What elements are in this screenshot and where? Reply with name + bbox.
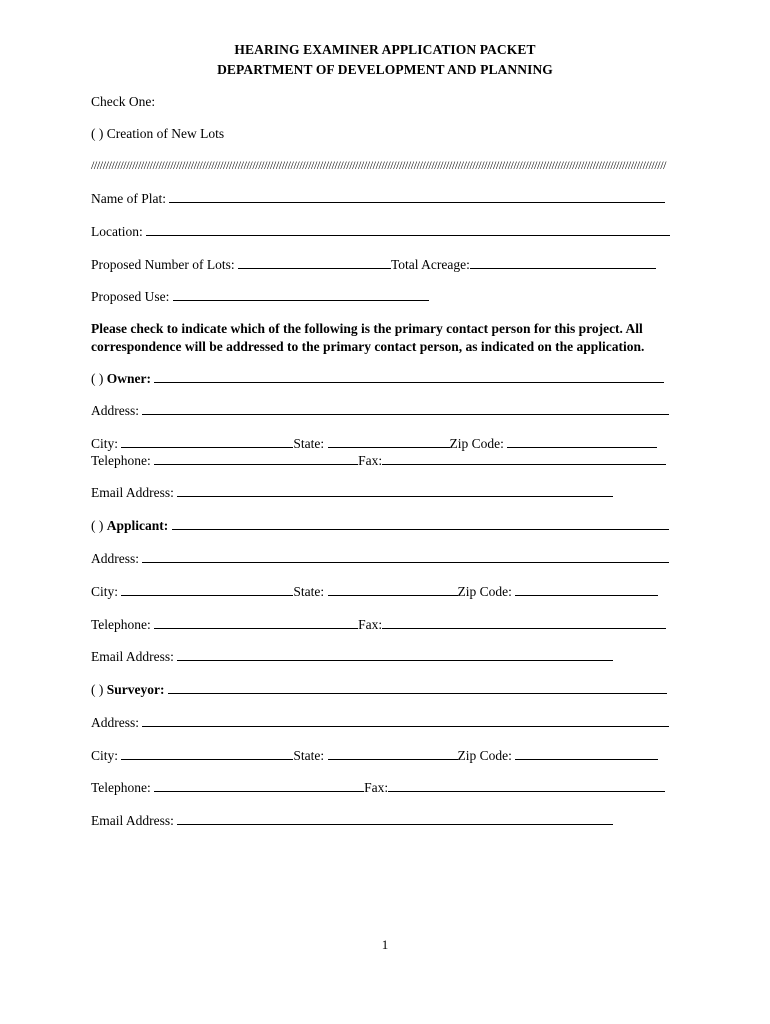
surveyor-address-field[interactable] [142,715,669,727]
owner-zip-field[interactable] [507,436,657,448]
owner-phone-row [91,453,666,469]
surveyor-field[interactable] [168,682,667,694]
owner-email-label: Email Address: [91,485,174,500]
surveyor-city-row [91,748,658,764]
instructions-paragraph: Please check to indicate which of the following is the primary contact person for this project. All correspondence will be addressed to the primary contact person, as indicated on the application. [91,321,645,354]
owner-fax-field[interactable] [382,453,666,465]
surveyor-email-row [91,813,613,829]
lots-label: Proposed Number of Lots: [91,257,235,272]
surveyor-zip-label: Zip Code: [457,748,512,763]
owner-telephone-field[interactable] [154,453,358,465]
owner-address-row [91,403,669,419]
surveyor-city-field[interactable] [121,748,293,760]
surveyor-fax-field[interactable] [388,780,665,792]
owner-fax-label: Fax: [358,453,383,468]
owner-zip-label: Zip Code: [449,436,504,451]
check-one-label: Check One: [91,94,156,109]
surveyor-label: Surveyor: [106,682,165,697]
owner-checkbox[interactable]: ( ) [91,371,104,386]
owner-label: Owner: [106,371,151,386]
surveyor-phone-row [91,780,665,796]
applicant-address-field[interactable] [142,551,669,563]
applicant-telephone-label: Telephone: [91,617,151,632]
applicant-city-row [91,584,658,600]
owner-state-label: State: [293,436,325,451]
applicant-field[interactable] [172,518,669,530]
owner-field[interactable] [154,371,664,383]
surveyor-checkbox[interactable]: ( ) [91,682,104,697]
owner-telephone-label: Telephone: [91,453,151,468]
applicant-address-label: Address: [91,551,139,566]
page-number: 1 [381,937,389,952]
proposed-use-row [91,289,429,305]
owner-email-field[interactable] [177,485,613,497]
applicant-city-field[interactable] [121,584,293,596]
applicant-checkbox[interactable]: ( ) [91,518,104,533]
applicant-fax-label: Fax: [358,617,383,632]
location-label: Location: [91,224,143,239]
owner-address-label: Address: [91,403,139,418]
creation-of-lots-option[interactable]: ( ) Creation of New Lots [91,126,225,141]
applicant-state-label: State: [293,584,325,599]
owner-address-field[interactable] [142,403,669,415]
applicant-email-label: Email Address: [91,649,174,664]
acreage-field[interactable] [470,257,656,269]
surveyor-address-row [91,715,669,731]
owner-email-row [91,485,613,501]
lots-field[interactable] [238,257,391,269]
surveyor-state-label: State: [293,748,325,763]
lots-acreage-row [91,257,656,273]
owner-city-field[interactable] [121,436,293,448]
owner-city-label: City: [91,436,119,451]
surveyor-address-label: Address: [91,715,139,730]
surveyor-telephone-field[interactable] [154,780,364,792]
applicant-city-label: City: [91,584,119,599]
plat-name-label: Name of Plat: [91,191,166,206]
applicant-telephone-field[interactable] [154,617,358,629]
applicant-state-field[interactable] [328,584,458,596]
surveyor-zip-field[interactable] [515,748,658,760]
applicant-row [91,518,669,534]
plat-name-row [91,191,665,207]
applicant-phone-row [91,617,666,633]
owner-state-field[interactable] [328,436,450,448]
separator-line: //////////////////////////////////////////////////////////////////////////////////////////////////////////////////////////////////////////////////////////////////////////////////////////////////// [91,158,667,172]
owner-city-row [91,436,657,452]
document-title: HEARING EXAMINER APPLICATION PACKET [234,42,536,57]
applicant-fax-field[interactable] [382,617,666,629]
proposed-use-field[interactable] [173,289,429,301]
applicant-email-row [91,649,613,665]
location-row [91,224,670,240]
surveyor-email-field[interactable] [177,813,613,825]
proposed-use-label: Proposed Use: [91,289,170,304]
document-subtitle: DEPARTMENT OF DEVELOPMENT AND PLANNING [217,62,553,77]
surveyor-city-label: City: [91,748,119,763]
acreage-label: Total Acreage: [390,257,470,272]
surveyor-telephone-label: Telephone: [91,780,151,795]
surveyor-row [91,682,667,698]
applicant-label: Applicant: [106,518,169,533]
plat-name-field[interactable] [169,191,665,203]
location-field[interactable] [146,224,670,236]
owner-row [91,371,664,387]
applicant-zip-label: Zip Code: [457,584,512,599]
applicant-email-field[interactable] [177,649,613,661]
applicant-zip-field[interactable] [515,584,658,596]
surveyor-fax-label: Fax: [364,780,389,795]
surveyor-state-field[interactable] [328,748,458,760]
surveyor-email-label: Email Address: [91,813,174,828]
applicant-address-row [91,551,669,567]
